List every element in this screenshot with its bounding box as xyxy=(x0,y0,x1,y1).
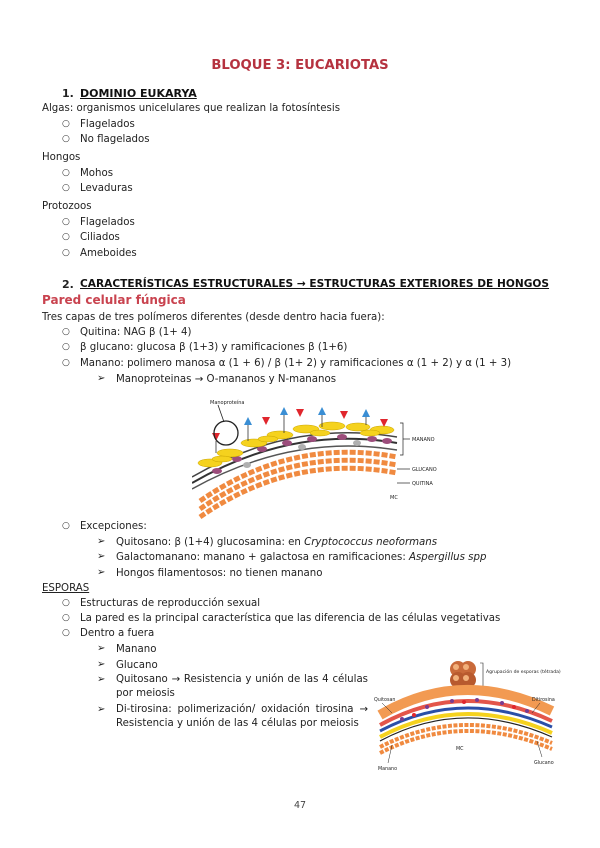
list-item: Manoproteinas → O-mananos y N-mananos xyxy=(116,374,337,385)
section-1-heading: DOMINIO EUKARYA xyxy=(80,87,197,100)
label-manoproteina: Manoproteína xyxy=(210,400,245,406)
list-item: Manano xyxy=(116,644,157,655)
cell-wall-figure xyxy=(192,395,460,520)
label-quitosan: Quitosan xyxy=(374,698,396,703)
bullet-circle-icon: ○ xyxy=(62,119,70,129)
label-mc: MC xyxy=(456,747,464,752)
list-item: Levaduras xyxy=(80,183,133,194)
arrow-bullet-icon: ➢ xyxy=(97,373,106,384)
list-item: La pared es la principal característica que las diferencia de las células vegetativas xyxy=(80,613,501,624)
arrow-bullet-icon: ➢ xyxy=(97,659,106,670)
algas-line: Algas: organismos unicelulares que realizan la fotosíntesis xyxy=(42,103,340,114)
label-agrupacion: Agrupación de esporas (tétrada) xyxy=(486,670,561,675)
list-item: Di-tirosina: polimerización/ oxidación tirosina → Resistencia y unión de las 4 células por meiosis xyxy=(116,704,368,729)
bullet-circle-icon: ○ xyxy=(62,598,70,608)
label-glucano: GLUCANO xyxy=(412,467,437,473)
list-item: Galactomanano: manano + galactosa en ramificaciones: Aspergillus spp xyxy=(116,552,487,563)
spore-wall-figure xyxy=(372,655,562,773)
list-item: Estructuras de reproducción sexual xyxy=(80,598,261,609)
spore-tetrad xyxy=(450,661,476,688)
bullet-circle-icon: ○ xyxy=(62,613,70,623)
esporas-heading: ESPORAS xyxy=(42,583,90,594)
label-mc: MC xyxy=(390,495,398,501)
arrow-bullet-icon: ➢ xyxy=(97,704,106,715)
arrow-bullet-icon: ➢ xyxy=(97,536,106,547)
label-manano: MANANO xyxy=(412,437,435,443)
excepciones-label: Excepciones: xyxy=(80,521,147,532)
arrow-bullet-icon: ➢ xyxy=(97,551,106,562)
hongos-line: Hongos xyxy=(42,152,81,163)
intro-line: Tres capas de tres polímeros diferentes (desde dentro hacia fuera): xyxy=(42,312,385,323)
page-title: BLOQUE 3: EUCARIOTAS xyxy=(211,58,389,73)
list-item: No flagelados xyxy=(80,134,150,145)
arrow-bullet-icon: ➢ xyxy=(97,643,106,654)
list-item: Flagelados xyxy=(80,217,135,228)
list-item: Manano: polimero manosa α (1 + 6) / β (1+ 2) y ramificaciones α (1 + 2) y α (1 + 3) xyxy=(80,358,512,369)
label-manano: Manano xyxy=(378,767,398,772)
label-quitina: QUITINA xyxy=(412,481,433,487)
label-ditirosina: Ditirosina xyxy=(532,698,555,703)
list-item: β glucano: glucosa β (1+3) y ramificaciones β (1+6) xyxy=(80,342,348,353)
list-item: Mohos xyxy=(80,168,114,179)
bullet-circle-icon: ○ xyxy=(62,232,70,242)
arrow-bullet-icon: ➢ xyxy=(97,567,106,578)
arrow-bullet-icon: ➢ xyxy=(97,674,106,685)
protozoos-line: Protozoos xyxy=(42,201,92,212)
bullet-circle-icon: ○ xyxy=(62,217,70,227)
section-2-number: 2. xyxy=(62,278,74,291)
bullet-circle-icon: ○ xyxy=(62,248,70,258)
bullet-circle-icon: ○ xyxy=(62,134,70,144)
subheading: Pared celular fúngica xyxy=(42,293,186,307)
list-item: Ameboides xyxy=(80,248,137,259)
list-item: Ciliados xyxy=(80,232,120,243)
list-item: Glucano xyxy=(116,660,158,671)
label-glucano: Glucano xyxy=(534,761,554,766)
section-2-heading: CARACTERÍSTICAS ESTRUCTURALES → ESTRUCTURAS EXTERIORES DE HONGOS xyxy=(80,278,550,290)
list-item: Dentro a fuera xyxy=(80,628,155,639)
list-item: Flagelados xyxy=(80,119,135,130)
list-item: Hongos filamentosos: no tienen manano xyxy=(116,568,323,579)
bullet-circle-icon: ○ xyxy=(62,342,70,352)
bullet-circle-icon: ○ xyxy=(62,358,70,368)
list-item: Quitosano: β (1+4) glucosamina: en Cryptococcus neoformans xyxy=(116,537,438,548)
section-1-number: 1. xyxy=(62,87,74,100)
bullet-circle-icon: ○ xyxy=(62,521,70,531)
page-number: 47 xyxy=(293,800,307,811)
bullet-circle-icon: ○ xyxy=(62,628,70,638)
list-item: Quitosano → Resistencia y unión de las 4 células por meiosis xyxy=(116,674,368,699)
bullet-circle-icon: ○ xyxy=(62,168,70,178)
list-item: Quitina: NAG β (1+ 4) xyxy=(80,327,192,338)
bullet-circle-icon: ○ xyxy=(62,327,70,337)
bullet-circle-icon: ○ xyxy=(62,183,70,193)
